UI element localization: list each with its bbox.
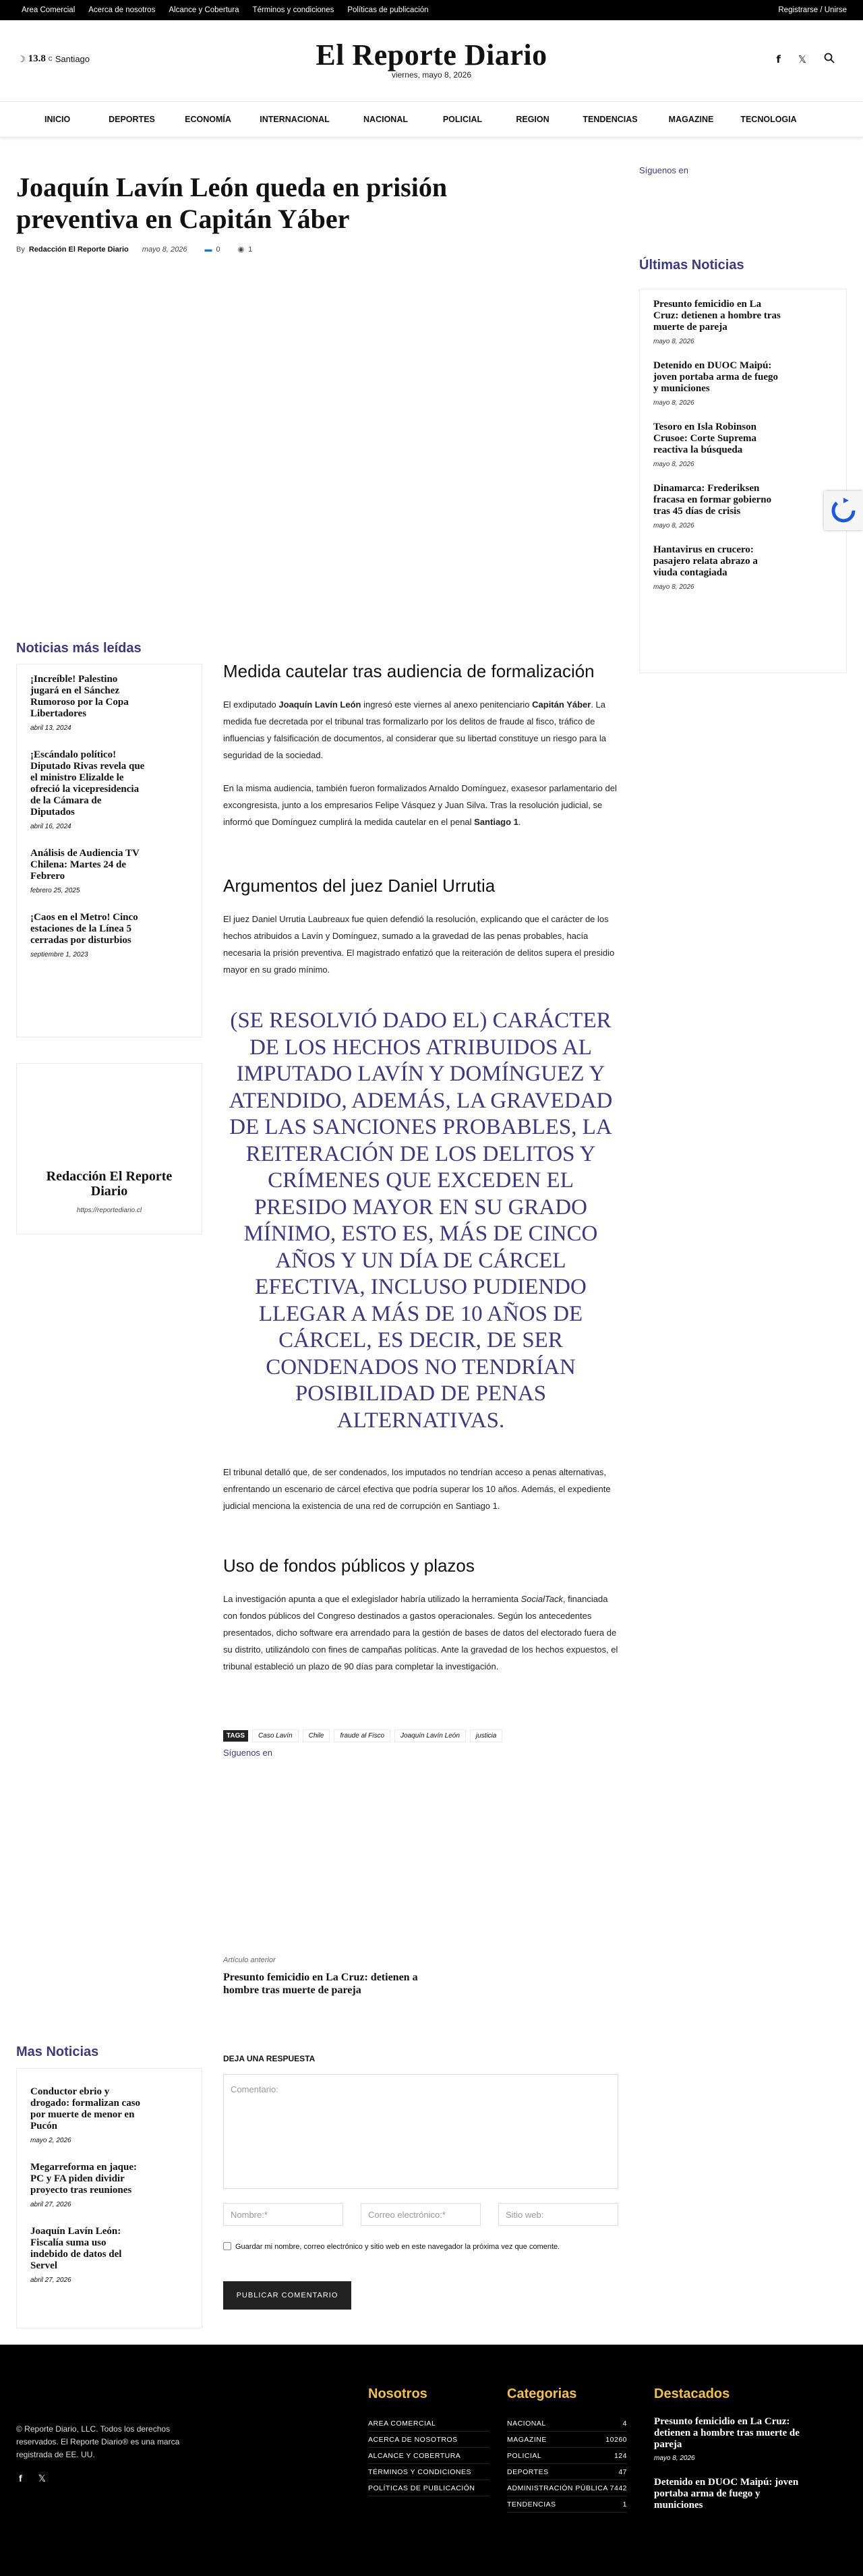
- item-date: febrero 25, 2025: [30, 887, 80, 894]
- footer-link[interactable]: AREA COMERCIAL: [368, 2415, 489, 2432]
- footer-category[interactable]: [507, 2432, 627, 2448]
- list-item[interactable]: [653, 483, 833, 529]
- item-date: septiembre 1, 2023: [30, 951, 88, 958]
- p2-bold: Santiago 1: [474, 817, 518, 827]
- meta-author[interactable]: Redacción El Reporte Diario: [28, 245, 129, 254]
- p2-text: En la misma audiencia, también fueron formalizados Arnaldo Domínguez, exasesor parlamentario del excongresista, junto a los empresarios Felipe Vásquez y Juan Silva. Tras la resolución judicial, se informó que Domínguez cumplirá la medida cautelar en el penal: [223, 783, 617, 827]
- item-title[interactable]: Hantavirus en crucero: pasajero relata abrazo a viuda contagiada: [653, 544, 758, 578]
- item-date: mayo 8, 2026: [653, 399, 694, 407]
- recaptcha-badge[interactable]: [824, 491, 863, 530]
- list-item[interactable]: [30, 674, 188, 732]
- list-item[interactable]: [653, 422, 833, 468]
- item-date: mayo 8, 2026: [653, 522, 694, 529]
- comment-icon[interactable]: ▬: [204, 245, 212, 254]
- list-item[interactable]: [30, 912, 188, 958]
- list-item[interactable]: [30, 2086, 188, 2144]
- author-url[interactable]: https://reportediario.cl: [76, 1207, 142, 1214]
- p1-text: El exdiputado: [223, 699, 279, 710]
- tag-caso-lavin[interactable]: Caso Lavín: [252, 1729, 299, 1742]
- paragraph-1: [223, 696, 618, 764]
- p5-italic: SocialTack: [520, 1594, 563, 1604]
- footer-category[interactable]: [507, 2415, 627, 2432]
- paragraph-2: [223, 780, 618, 830]
- item-title[interactable]: Conductor ebrio y drogado: formalizan caso por muerte de menor en Pucón: [30, 2086, 141, 2131]
- p2-text: .: [518, 817, 521, 827]
- nav-deportes[interactable]: DEPORTES: [109, 115, 155, 124]
- item-date: abril 27, 2026: [30, 2277, 71, 2284]
- recaptcha-icon: [824, 491, 863, 530]
- meta-by: By: [16, 245, 25, 254]
- article-meta: [16, 245, 252, 254]
- paragraph-3: El juez Daniel Urrutia Laubreaux fue quien defendió la resolución, explicando que el carácter de los hechos atribuidos a Lavín y Domínguez, sumado a la gravedad de las penas probables, hacía necesaria la prisión preventiva. El magistrado enfatizó que la reiteración de delitos supera el presidio mayor en su grado mínimo.: [223, 914, 615, 975]
- tags-row: [223, 1729, 502, 1742]
- tag-justicia[interactable]: justicia: [470, 1729, 503, 1742]
- nav-inicio[interactable]: INICIO: [44, 115, 71, 124]
- top-link-terminos[interactable]: Términos y condiciones: [252, 6, 334, 14]
- prev-article-label: Artículo anterior: [223, 1956, 276, 1964]
- nav-internacional[interactable]: INTERNACIONAL: [260, 115, 330, 124]
- weather-temp: 13.8: [28, 53, 46, 64]
- nav-policial[interactable]: POLICIAL: [442, 115, 483, 124]
- item-date: abril 13, 2024: [30, 724, 71, 732]
- list-item[interactable]: [653, 544, 833, 591]
- mas-noticias-list: [16, 2068, 202, 2328]
- meta-comments[interactable]: 0: [216, 245, 220, 254]
- website-field[interactable]: Sitio web:: [498, 2203, 618, 2226]
- footer-link[interactable]: POLÍTICAS DE PUBLICACIÓN: [368, 2480, 489, 2496]
- category-name: POLICIAL: [507, 2452, 542, 2460]
- nav-tendencias[interactable]: TENDENCIAS: [583, 115, 638, 124]
- ultimas-list: [639, 289, 847, 673]
- item-title[interactable]: ¡Increíble! Palestino jugará en el Sánchez Rumoroso por la Copa Libertadores: [30, 674, 129, 719]
- email-field[interactable]: Correo electrónico:*: [361, 2203, 481, 2226]
- footer-destacados-title: Destacados: [654, 2386, 730, 2401]
- meta-date: mayo 8, 2026: [142, 245, 187, 254]
- item-title[interactable]: Presunto femicidio en La Cruz: detienen a hombre tras muerte de pareja: [653, 299, 781, 333]
- item-date: mayo 8, 2026: [653, 583, 694, 591]
- item-title[interactable]: Presunto femicidio en La Cruz: detienen a hombre tras muerte de pareja: [654, 2416, 800, 2450]
- item-date: mayo 8, 2026: [653, 338, 694, 345]
- footer-destacados-list: [654, 2416, 802, 2511]
- category-count: 1: [622, 2500, 627, 2509]
- header-date: viernes, mayo 8, 2026: [391, 70, 472, 80]
- item-title[interactable]: Análisis de Audiencia TV Chilena: Martes 24 de Febrero: [30, 848, 140, 882]
- category-name: TENDENCIAS: [507, 2500, 556, 2509]
- save-info-checkbox[interactable]: [223, 2242, 231, 2250]
- footer-link[interactable]: ACERCA DE NOSOTROS: [368, 2432, 489, 2448]
- mas-noticias-title: Mas Noticias: [16, 2044, 99, 2059]
- item-title[interactable]: Tesoro en Isla Robinson Crusoe: Corte Suprema reactiva la búsqueda: [653, 422, 757, 455]
- p1-bold: Joaquín Lavín León: [278, 699, 361, 710]
- footer-category[interactable]: [507, 2448, 627, 2464]
- footer-category[interactable]: [507, 2496, 627, 2513]
- top-bar: [0, 0, 863, 20]
- ultimas-title: Últimas Noticias: [639, 258, 744, 273]
- nav-nacional[interactable]: NACIONAL: [363, 115, 408, 124]
- category-count: 7442: [609, 2484, 627, 2492]
- footer-category[interactable]: [507, 2480, 627, 2496]
- nav-magazine[interactable]: MAGAZINE: [668, 115, 714, 124]
- tag-chile[interactable]: Chile: [303, 1729, 330, 1742]
- category-name: NACIONAL: [507, 2420, 546, 2428]
- footer-categorias-links: [507, 2415, 627, 2513]
- list-item[interactable]: [653, 299, 833, 345]
- tag-fraude[interactable]: fraude al Fisco: [334, 1729, 390, 1742]
- x-icon[interactable]: 𝕏: [38, 2473, 46, 2484]
- section-heading-2: Argumentos del juez Daniel Urrutia: [223, 876, 496, 896]
- moon-icon: ☽: [18, 53, 26, 64]
- eye-icon: ◉: [237, 246, 245, 254]
- p5-text: , financiada con fondos públicos del Congreso destinados a gastos operacionales. Según los antecedentes presentados, dicho software era arrendado para la gestión de bases de datos del electorado fuera de su distrito, utilizándolo con fines de campañas políticas. Ante la gravedad de los hechos expuestos, el tribunal estableció un plazo de 90 días para completar la investigación.: [223, 1594, 618, 1671]
- section-heading-3: Uso de fondos públicos y plazos: [223, 1555, 475, 1576]
- top-link-area-comercial[interactable]: Area Comercial: [22, 6, 76, 14]
- item-title[interactable]: Joaquín Lavín León: Fiscalía suma uso indebido de datos del Servel: [30, 2226, 122, 2271]
- footer-categorias-title: Categorias: [507, 2386, 577, 2401]
- top-link-acerca[interactable]: Acerca de nosotros: [88, 6, 156, 14]
- submit-label: PUBLICAR COMENTARIO: [236, 2291, 338, 2299]
- item-title[interactable]: ¡Caos en el Metro! Cinco estaciones de la Línea 5 cerradas por disturbios: [30, 912, 138, 946]
- top-link-alcance[interactable]: Alcance y Cobertura: [169, 6, 239, 14]
- submit-comment-button[interactable]: [223, 2281, 351, 2310]
- mas-leidas-list: [16, 664, 202, 1037]
- p5-text: La investigación apunta a que el exlegislador habría utilizado la herramienta: [223, 1594, 521, 1604]
- p1-text: ingresó este viernes al anexo penitenciario: [361, 699, 533, 710]
- item-date: mayo 8, 2026: [653, 461, 694, 468]
- p1-text: . La medida fue decretada por el tribunal tras formalizarlo por los delitos de fraude al fisco, tráfico de influencias y falsificación de documentos, al considerar que su libertad constituye un riesgo para la seguridad de la sociedad.: [223, 699, 606, 760]
- tag-joaquin-lavin[interactable]: Joaquín Lavín León: [394, 1729, 466, 1742]
- category-name: DEPORTES: [507, 2468, 549, 2476]
- list-item[interactable]: [30, 848, 188, 894]
- footer-nosotros-title: Nosotros: [368, 2386, 427, 2401]
- category-name: MAGAZINE: [507, 2436, 547, 2444]
- footer-category[interactable]: [507, 2464, 627, 2480]
- footer-nosotros-links: [368, 2415, 489, 2496]
- p1-bold: Capitán Yáber: [532, 699, 591, 710]
- item-date: abril 16, 2024: [30, 823, 71, 830]
- item-date: mayo 2, 2026: [30, 2137, 71, 2144]
- article-title: Joaquín Lavín León queda en prisión preventiva en Capitán Yáber: [16, 172, 448, 234]
- top-link-politicas[interactable]: Políticas de publicación: [347, 6, 429, 14]
- pull-quote: (SE RESOLVIÓ DADO EL) CARÁCTER DE LOS HECHOS ATRIBUIDOS AL IMPUTADO LAVÍN Y DOMÍNGUEZ Y ATENDIDO, ADEMÁS, LA GRAVEDAD DE LAS SANCIONES PROBABLES, LA REITERACIÓN DE LOS DELITOS Y CRÍMENES QUE EXCEDEN EL PRESIDO MAYOR EN SU GRADO MÍNIMO, ESTO ES, MÁS DE CINCO AÑOS Y UN DÍA DE CÁRCEL EFECTIVA, INCLUSO PUDIENDO LLEGAR A MÁS DE 10 AÑOS DE CÁRCEL, ES DECIR, DE SER CONDENADOS NO TENDRÍAN POSIBILIDAD DE PENAS ALTERNATIVAS.: [229, 1008, 613, 1433]
- facebook-icon[interactable]: f: [776, 53, 781, 65]
- category-count: 47: [618, 2468, 627, 2476]
- paragraph-4: El tribunal detalló que, de ser condenados, los imputados no tendrían acceso a penas alternativas, enfrentando un escenario de cárcel efectiva que podría superar los 10 años. Además, el expediente judicial menciona la existencia de una red de corrupción en Santiago 1.: [223, 1467, 611, 1511]
- footer-social: [19, 2473, 46, 2484]
- section-heading-1: Medida cautelar tras audiencia de formalización: [223, 661, 595, 681]
- site-logo[interactable]: El Reporte Diario: [316, 38, 547, 71]
- category-name: ADMINISTRACIÓN PÚBLICA: [507, 2484, 608, 2492]
- right-siguenos: Síguenos en: [639, 165, 689, 175]
- item-title[interactable]: Dinamarca: Frederiksen fracasa en formar gobierno tras 45 días de crisis: [653, 483, 772, 517]
- comment-textarea[interactable]: Comentario:: [223, 2074, 618, 2189]
- nav-region[interactable]: REGION: [516, 115, 549, 124]
- item-date: abril 27, 2026: [30, 2201, 71, 2208]
- paragraph-5: [223, 1591, 618, 1675]
- main-nav: [0, 101, 863, 138]
- item-title[interactable]: ¡Escándalo político! Diputado Rivas revela que el ministro Elizalde le ofreció la vicepresidencia de la Cámara de Diputados: [30, 749, 145, 818]
- list-item[interactable]: [30, 2226, 188, 2284]
- login-link[interactable]: Registrarse / Unirse: [778, 6, 847, 14]
- meta-views: 1: [248, 245, 253, 254]
- facebook-icon[interactable]: f: [19, 2473, 22, 2484]
- list-item[interactable]: [30, 2162, 188, 2208]
- save-info-label: Guardar mi nombre, correo electrónico y sitio web en este navegador la próxima vez que comente.: [235, 2243, 560, 2251]
- weather-city: Santiago: [55, 54, 90, 64]
- item-title[interactable]: Megarreforma en jaque: PC y FA piden dividir proyecto tras reuniones: [30, 2162, 137, 2196]
- category-count: 4: [622, 2420, 627, 2428]
- save-info-row: [223, 2239, 618, 2254]
- item-title[interactable]: Detenido en DUOC Maipú: joven portaba arma de fuego y municiones: [653, 360, 778, 394]
- category-count: 124: [614, 2452, 627, 2460]
- x-icon[interactable]: 𝕏: [798, 54, 806, 65]
- list-item[interactable]: [30, 749, 188, 830]
- mas-leidas-title: Noticias más leídas: [16, 641, 142, 656]
- nav-tecnologia[interactable]: TECNOLOGIA: [740, 115, 797, 124]
- nav-economia[interactable]: ECONOMÍA: [185, 115, 231, 124]
- category-count: 10260: [605, 2436, 627, 2444]
- list-item[interactable]: [653, 360, 833, 407]
- prev-article-title[interactable]: Presunto femicidio en La Cruz: detienen a hombre tras muerte de pareja: [223, 1972, 418, 1996]
- footer-link[interactable]: TÉRMINOS Y CONDICIONES: [368, 2464, 489, 2480]
- tags-label: TAGS: [223, 1730, 248, 1742]
- footer: [0, 2345, 863, 2576]
- top-links: [22, 0, 429, 20]
- author-name[interactable]: Redacción El Reporte Diario: [46, 1169, 173, 1199]
- weather-unit: C: [48, 56, 53, 62]
- footer-copyright: © Reporte Diario, LLC. Todos los derechos reservados. El Reporte Diario® es una marca registrada de EE. UU.: [16, 2424, 180, 2459]
- item-date: mayo 8, 2026: [654, 2455, 695, 2462]
- footer-link[interactable]: ALCANCE Y COBERTURA: [368, 2448, 489, 2464]
- article-siguenos: Síguenos en: [223, 1748, 273, 1758]
- search-icon[interactable]: [824, 53, 835, 66]
- reply-title: DEJA UNA RESPUESTA: [223, 2054, 316, 2063]
- item-title[interactable]: Detenido en DUOC Maipú: joven portaba arma de fuego y municiones: [654, 2477, 799, 2511]
- header-social: [776, 53, 835, 66]
- author-box: [16, 1063, 202, 1234]
- name-field[interactable]: Nombre:*: [223, 2203, 343, 2226]
